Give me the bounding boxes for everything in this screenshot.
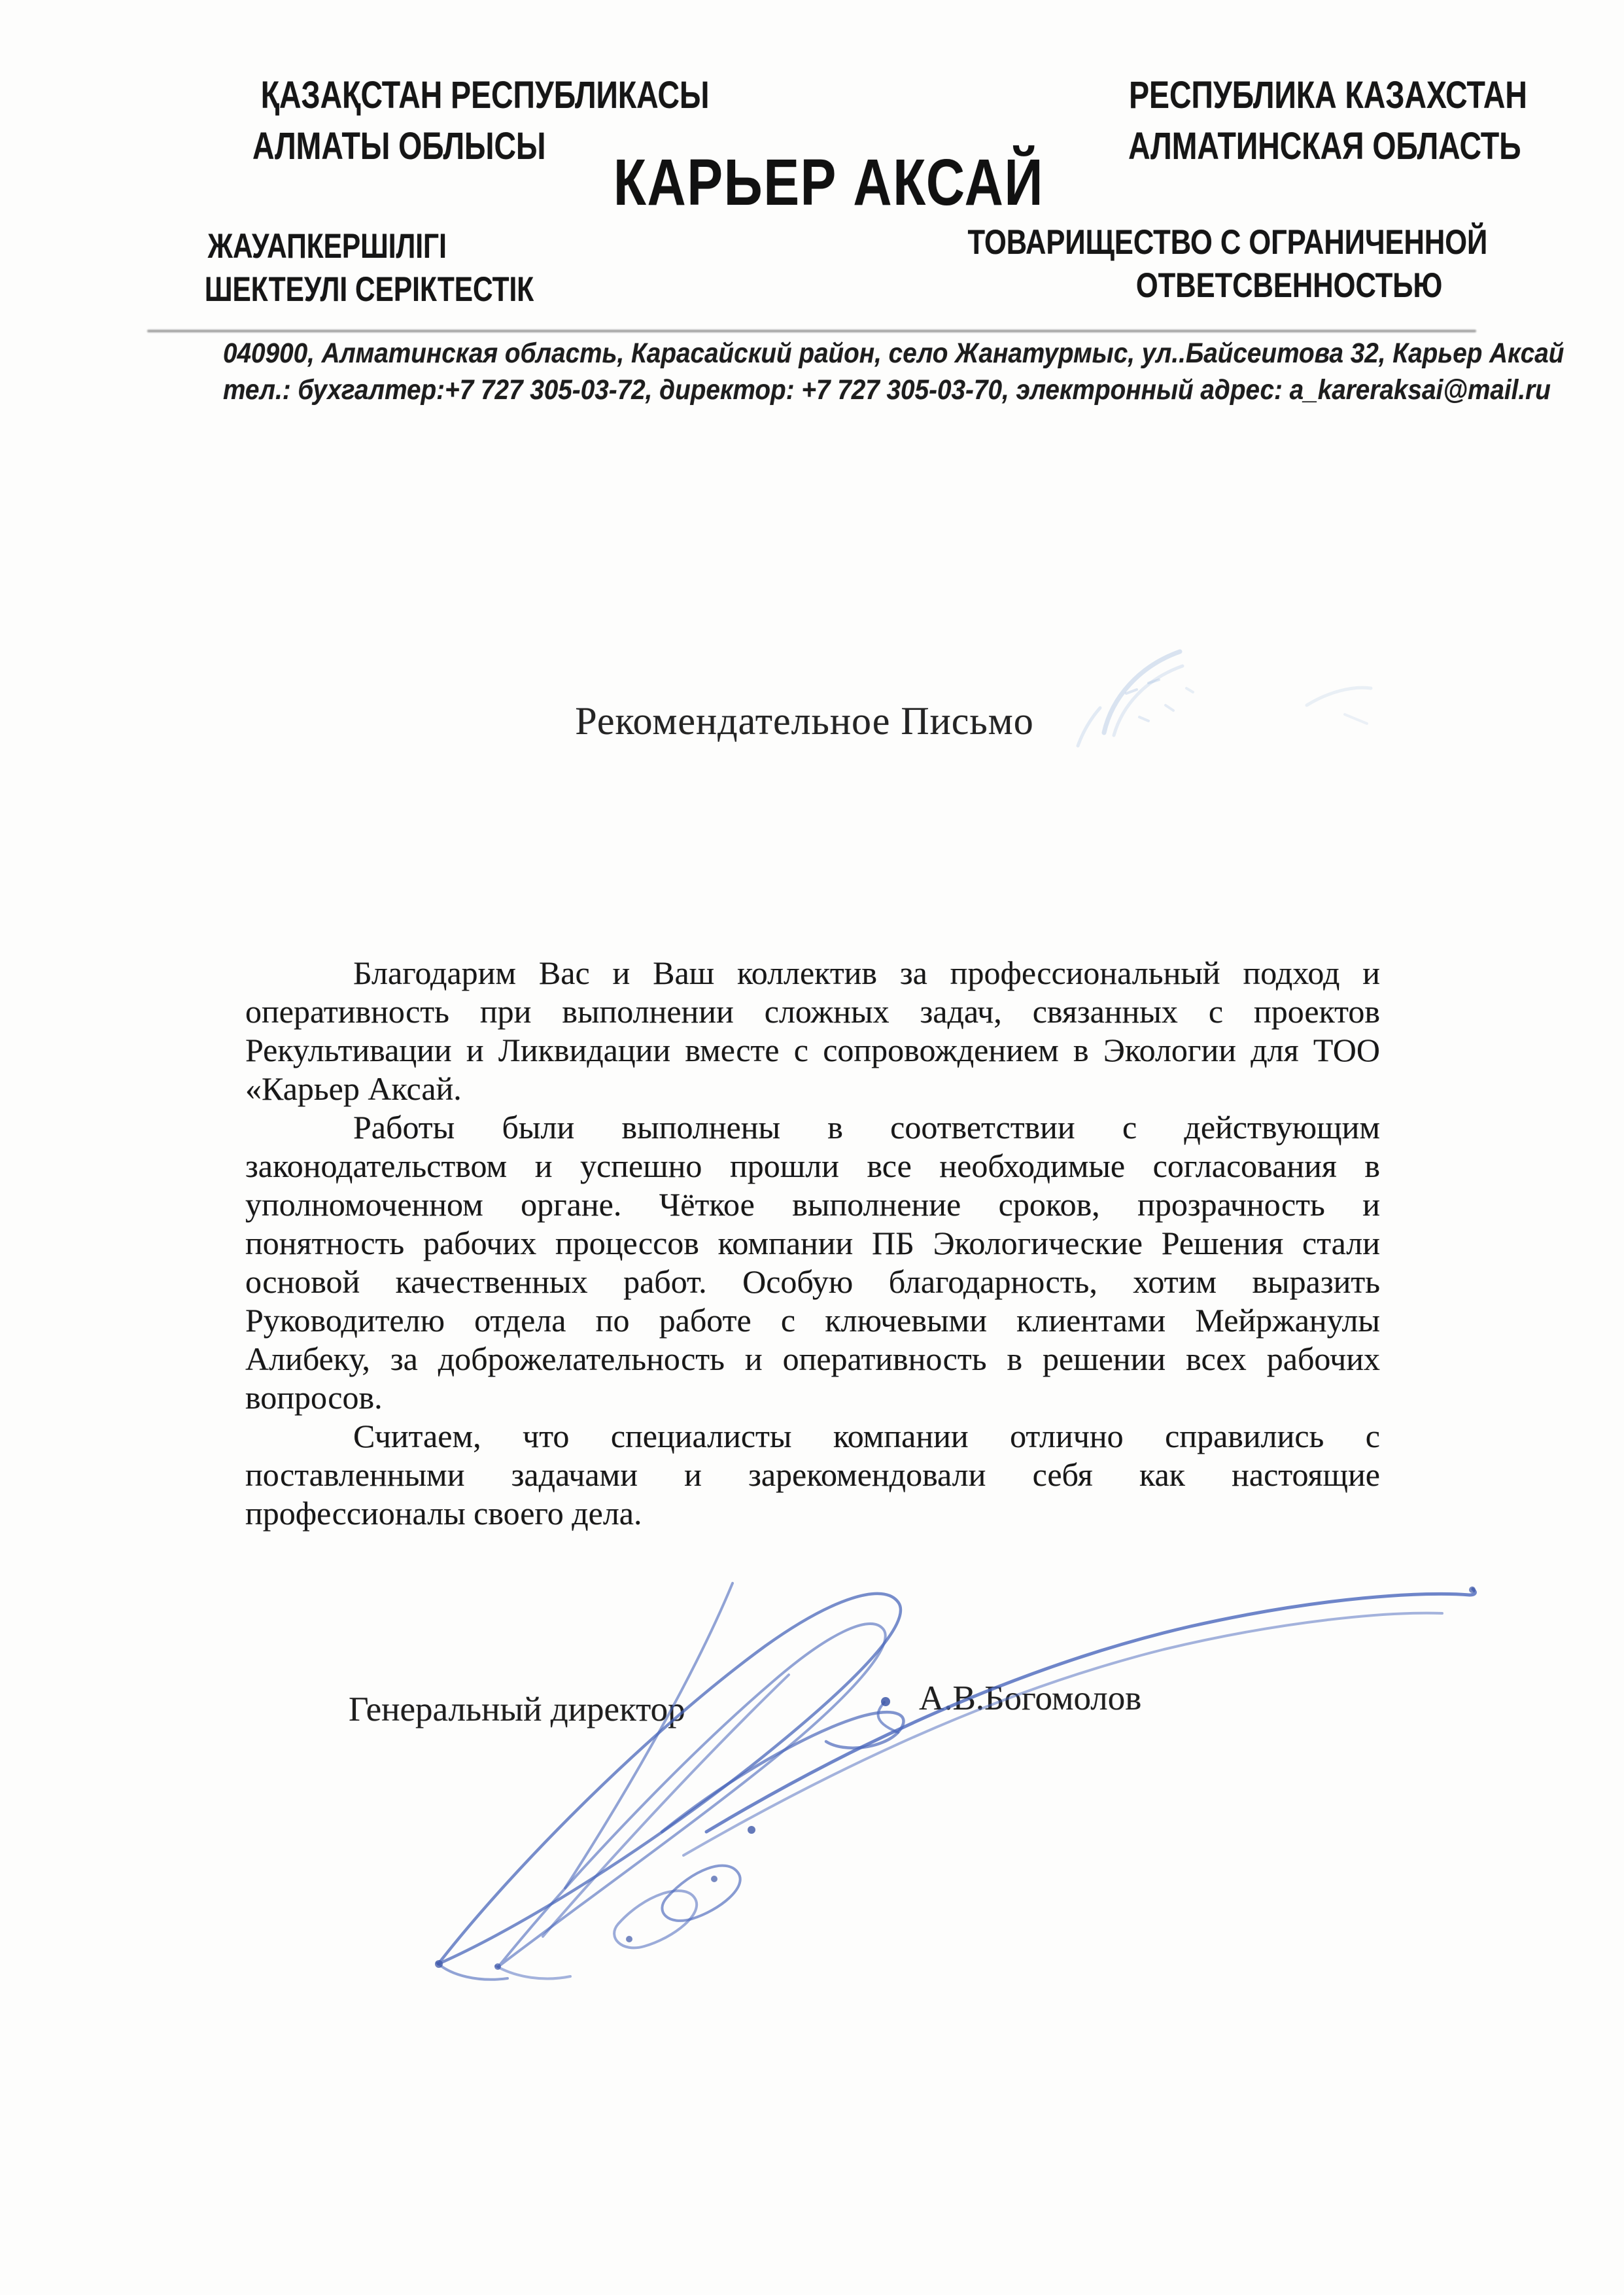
legal-form-ru-line1-text: ТОВАРИЩЕСТВО С ОГРАНИЧЕННОЙ [967,223,1488,262]
body-line: Работы были выполнены в соответствии с действующим [353,1109,1380,1146]
body-line: Алибеку, за доброжелательность и оперативность в решении всех рабочих [245,1340,1380,1377]
letterhead-divider-line [147,330,1476,332]
country-ru-line1-text: РЕСПУБЛИКА КАЗАХСТАН [1129,74,1527,116]
country-kk-line2 [216,124,546,168]
body-line: Считаем, что специалисты компании отлично справились с [353,1418,1380,1454]
body-line: уполномоченном органе. Чёткое выполнение сроков, прозрачность и [245,1186,1380,1223]
legal-form-kk-line1-text: ЖАУАПКЕРШІЛІГІ [207,227,447,266]
body-line: Благодарим Вас и Ваш коллектив за профессиональный подход и [353,955,1380,991]
company-name-title: КАРЬЕР АКСАЙ [613,146,1045,219]
body-line: Руководителю отдела по работе с ключевыми клиентами Мейржанулы [245,1302,1380,1339]
signer-name: А.В.Богомолов [919,1679,1142,1717]
signer-position-label: Генеральный директор [349,1691,685,1728]
body-line: основой качественных работ. Особую благодарность, хотим выразить [245,1263,1380,1300]
body-line: законодательством и успешно прошли все необходимые согласования в [245,1148,1380,1184]
legal-form-kk-line1 [164,226,491,266]
body-line: понятность рабочих процессов компании ПБ Экологические Решения стали [245,1225,1380,1261]
legal-form-ru-line1 [854,222,1488,262]
body-line: вопросов. [245,1379,383,1416]
letter-title: Рекомендательное Письмо [575,699,1034,743]
legal-form-ru-line2-text: ОТВЕТСВЕННОСТЬЮ [1135,266,1442,305]
body-line: Рекультивации и Ликвидации вместе с сопровождением в Экологии для ТОО [245,1032,1380,1068]
address-line: 040900, Алматинская область, Карасайский район, село Жанатурмыс, ул..Байсеитова 32, Карьер Аксай [223,338,1564,369]
country-ru-line2-text: АЛМАТИНСКАЯ ОБЛАСТЬ [1128,125,1521,167]
body-line: поставленными задачами и зарекомендовали себя как настоящие [245,1456,1380,1493]
letter-body [245,954,1380,1533]
country-ru-line1 [1079,73,1527,117]
country-kk-line2-text: АЛМАТЫ ОБЛЫСЫ [252,125,546,167]
legal-form-kk-line2 [164,270,534,309]
country-kk-line1-text: ҚАЗАҚСТАН РЕСПУБЛИКАСЫ [260,74,710,116]
legal-form-kk-line2-text: ШЕКТЕУЛІ СЕРІКТЕСТІК [204,270,534,309]
contacts-line: тел.: бухгалтер:+7 727 305-03-72, директор: +7 727 305-03-70, электронный адрес: a_kareraksai@mail.ru [223,374,1551,406]
legal-form-ru-line2 [854,266,1442,306]
body-line: оперативность при выполнении сложных задач, связанных с проектов [245,993,1380,1030]
body-line: профессионалы своего дела. [245,1495,642,1532]
country-kk-line1 [205,73,710,117]
signature-ink [435,1583,1476,1980]
body-line: «Карьер Аксай. [245,1070,462,1107]
country-ru-line2 [1079,124,1521,168]
